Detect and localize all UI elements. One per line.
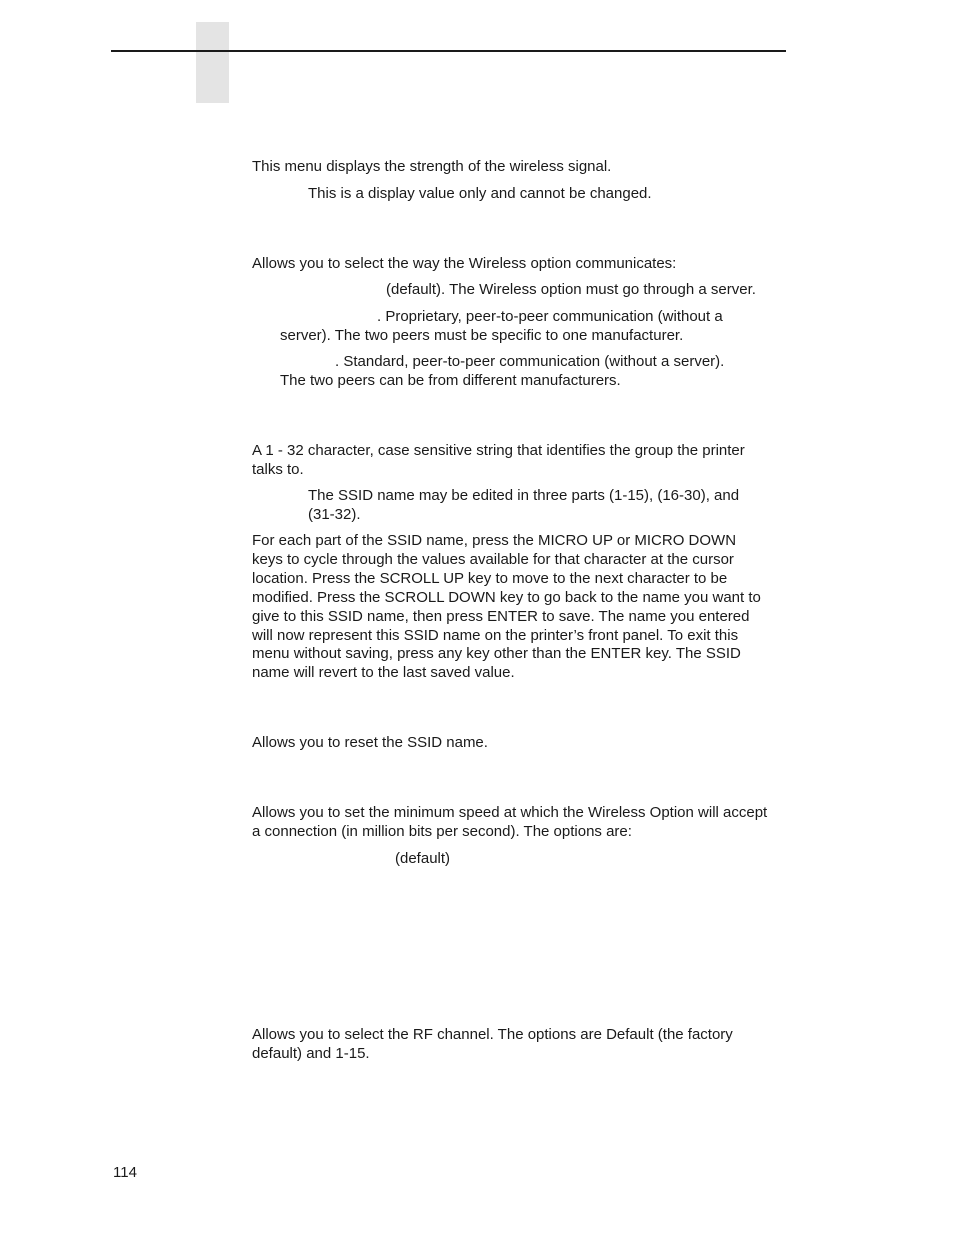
ssid-note-line-2: (31-32). bbox=[308, 506, 361, 523]
ssid-description-line-1: A 1 - 32 character, case sensitive string that identifies the group the printer bbox=[252, 442, 745, 459]
ssid-body-line: modified. Press the SCROLL DOWN key to go back to the name you want to bbox=[252, 589, 761, 606]
ssid-body-line: give to this SSID name, then press ENTER to save. The name you entered bbox=[252, 608, 750, 625]
mode-intro: Allows you to select the way the Wireless option communicates: bbox=[252, 255, 677, 272]
mode-option-2-line-2: server). The two peers must be specific to one manufacturer. bbox=[280, 327, 684, 344]
ssid-body-line: For each part of the SSID name, press the MICRO UP or MICRO DOWN bbox=[252, 532, 737, 549]
ssid-description-line-2: talks to. bbox=[252, 461, 304, 478]
chapter-tab bbox=[196, 22, 229, 103]
speed-description-line-2: a connection (in million bits per second). The options are: bbox=[252, 823, 632, 840]
page-number: 114 bbox=[113, 1164, 137, 1181]
reset-ssid-description: Allows you to reset the SSID name. bbox=[252, 734, 488, 751]
channel-description-line-2: default) and 1-15. bbox=[252, 1045, 370, 1062]
signal-description: This menu displays the strength of the wireless signal. bbox=[252, 158, 612, 175]
signal-note: This is a display value only and cannot be changed. bbox=[308, 185, 652, 202]
channel-description-line-1: Allows you to select the RF channel. The options are Default (the factory bbox=[252, 1026, 733, 1043]
speed-description-line-1: Allows you to set the minimum speed at which the Wireless Option will accept bbox=[252, 804, 768, 821]
ssid-body-line: menu without saving, press any key other than the ENTER key. The SSID bbox=[252, 645, 741, 662]
mode-option-3-line-1: . Standard, peer-to-peer communication (without a server). bbox=[335, 353, 725, 370]
ssid-body-line: keys to cycle through the values available for that character at the cursor bbox=[252, 551, 734, 568]
header-rule bbox=[111, 50, 786, 52]
ssid-body-line: location. Press the SCROLL UP key to move to the next character to be bbox=[252, 570, 728, 587]
ssid-body-line: name will revert to the last saved value. bbox=[252, 664, 515, 681]
ssid-note-line-1: The SSID name may be edited in three parts (1-15), (16-30), and bbox=[308, 487, 740, 504]
ssid-body-line: will now represent this SSID name on the printer’s front panel. To exit this bbox=[252, 627, 739, 644]
mode-option-1: (default). The Wireless option must go through a server. bbox=[386, 281, 756, 298]
mode-option-3-line-2: The two peers can be from different manufacturers. bbox=[280, 372, 621, 389]
mode-option-2-line-1: . Proprietary, peer-to-peer communication (without a bbox=[377, 308, 723, 325]
speed-default-tag: (default) bbox=[395, 850, 451, 867]
